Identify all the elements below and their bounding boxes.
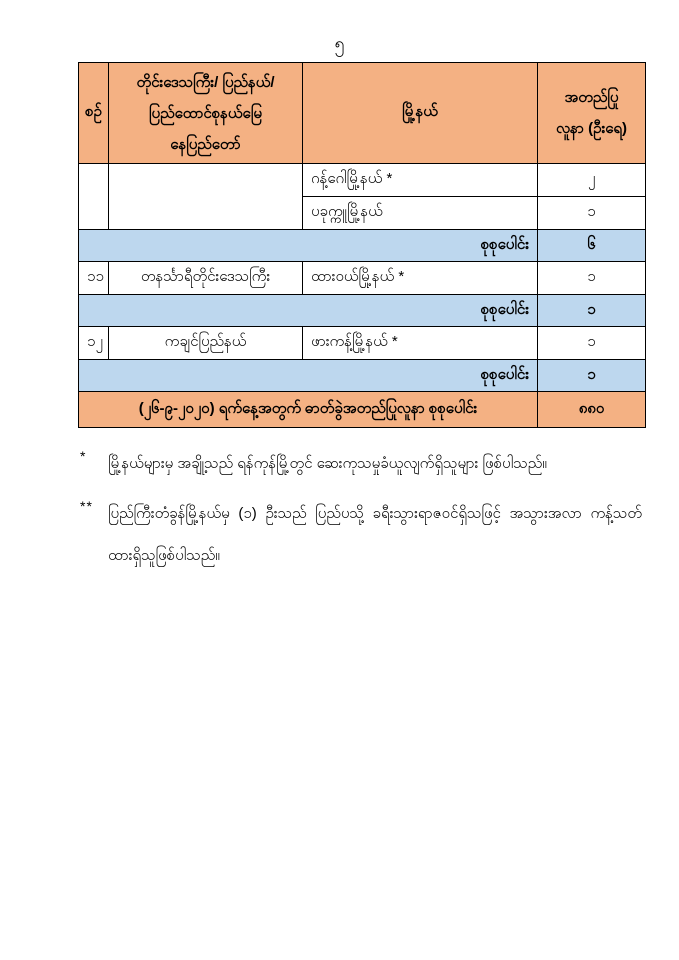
subtotal-row (79, 360, 646, 392)
subtotal-label: စုစုပေါင်း (79, 230, 538, 262)
header-no-label: စဉ် (85, 103, 102, 120)
footnote-2-text: ပြည်ကြီးတံခွန်မြို့နယ်မှ (၁) ဦးသည် ပြည်ပသို့ ခရီးသွားရာဇဝင်ရှိသဖြင့် အသွားအလာ ကန့်သတ် ထားရှိသူဖြစ်ပါသည်။ (108, 505, 642, 564)
subtotal-row (79, 295, 646, 327)
subtotal-cases: ၁ (538, 295, 646, 327)
cell-cases: ၁ (538, 197, 646, 230)
cell-region (109, 164, 303, 230)
header-region-line2: ပြည်ထောင်စုနယ်မြေ (149, 104, 262, 122)
cell-cases: ၂ (538, 164, 646, 197)
footnotes (80, 443, 642, 585)
grand-total-label: (၂၆-၉-၂၀၂၀) ရက်နေ့အတွက် ဓာတ်ခွဲအတည်ပြုလူနာ စုစုပေါင်း (79, 392, 538, 428)
table-row-hpakant (79, 327, 646, 360)
cell-township: ဂန့်ဂေါမြို့နယ် * (303, 164, 538, 197)
subtotal-label: စုစုပေါင်း (79, 295, 538, 327)
subtotal-label: စုစုပေါင်း (79, 360, 538, 392)
subtotal-row (79, 230, 646, 262)
header-cases (538, 63, 646, 164)
cell-township: ထားဝယ်မြို့နယ် * (303, 262, 538, 295)
header-township-label: မြို့နယ် (402, 103, 438, 120)
footnote-1-marker: * (80, 448, 87, 464)
grand-total-row (79, 392, 646, 428)
footnote-2 (80, 493, 642, 577)
table-row-dawei (79, 262, 646, 295)
page-number: ၅ (334, 33, 345, 53)
subtotal-cases: ၆ (538, 230, 646, 262)
cell-region: တနင်္သာရီတိုင်းဒေသကြီး (109, 262, 303, 295)
cases-table (78, 62, 646, 428)
header-region-line3: နေပြည်တော် (170, 135, 241, 153)
cell-no (79, 164, 109, 230)
footnote-1-text: မြို့နယ်များမှ အချို့သည် ရန်ကုန်မြို့တွင် ဆေးကုသမှုခံယူလျက်ရှိသူများ ဖြစ်ပါသည်။ (108, 455, 547, 472)
cell-cases: ၁ (538, 327, 646, 360)
grand-total-cases: ၈၈၀ (538, 392, 646, 428)
header-no (79, 63, 109, 164)
footnote-1 (80, 443, 642, 485)
cell-township: ဖားကန့်မြို့နယ် * (303, 327, 538, 360)
cell-region: ကချင်ပြည်နယ် (109, 327, 303, 360)
cell-cases: ၁ (538, 262, 646, 295)
cell-township: ပခုက္ကူမြို့နယ် (303, 197, 538, 230)
cell-no: ၁၂ (79, 327, 109, 360)
cell-no: ၁၁ (79, 262, 109, 295)
header-region (109, 63, 303, 164)
table-header-row (79, 63, 646, 164)
footnote-2-marker: ** (80, 498, 93, 514)
header-township (303, 63, 538, 164)
table-row-gangaw (79, 164, 646, 197)
header-cases-line2: လူနာ (ဦးရေ) (555, 120, 628, 137)
header-cases-line1: အတည်ပြု (564, 89, 619, 106)
header-region-line1: တိုင်းဒေသကြီး/ ပြည်နယ်/ (136, 73, 275, 91)
subtotal-cases: ၁ (538, 360, 646, 392)
